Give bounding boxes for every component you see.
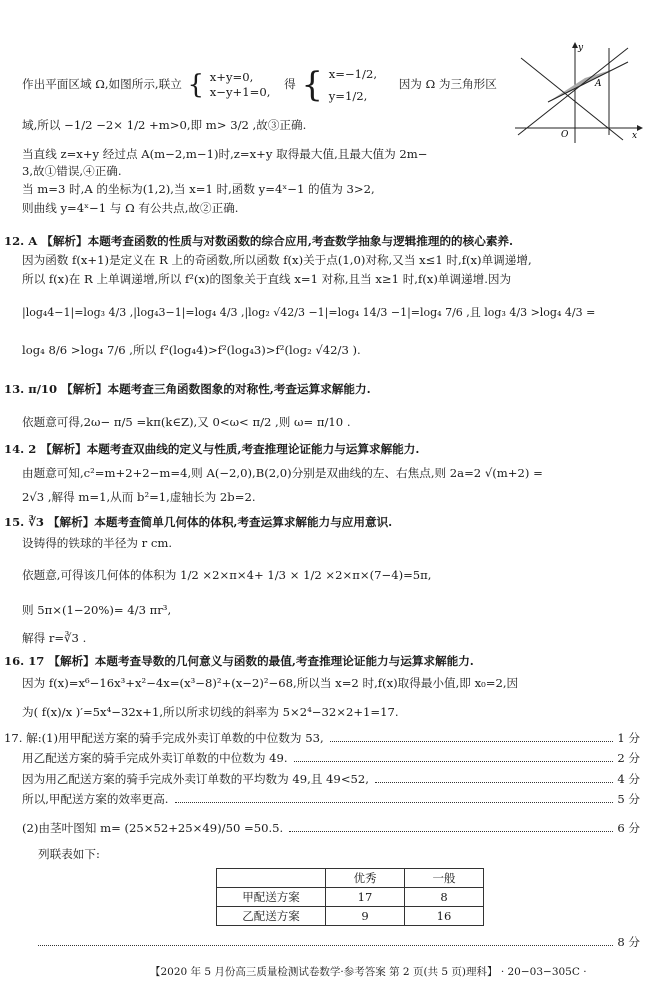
score: 4 分: [617, 772, 640, 786]
q17-row: [22, 750, 640, 766]
system-eq: x+y=0,: [209, 70, 254, 84]
x-axis-arrow-icon: [637, 125, 643, 131]
brace-icon: {: [187, 70, 205, 100]
q12-heading: 12. A 【解析】本题考查函数的性质与对数函数的综合应用,考查数学抽象与逻辑推理的的核心素养.: [4, 234, 514, 248]
row-text: 17. 解:(1)用甲配送方案的骑手完成外卖订单数的中位数为 53,: [4, 731, 324, 745]
x-label: x: [632, 131, 638, 141]
table-cell: 一般: [405, 869, 484, 888]
point-a-label: A: [595, 79, 602, 89]
score: 5 分: [617, 792, 640, 806]
table-cell: 9: [326, 907, 405, 926]
score: 8 分: [617, 935, 640, 949]
text-line: log₄ 8/6 >log₄ 7/6 ,所以 f²(log₄4)>f²(log₄3)>f²(log₂ √42/3 ).: [22, 343, 361, 357]
contingency-table: [216, 868, 484, 926]
system-eq: x=−1/2,: [328, 67, 378, 81]
brace-icon: {: [301, 65, 324, 105]
text-line: 解得 r=∛3 .: [22, 631, 87, 645]
q14-heading: 14. 2 【解析】本题考查双曲线的定义与性质,考查推理论证能力与运算求解能力.: [4, 442, 420, 456]
text-line: 设铸得的铁球的半径为 r cm.: [22, 536, 173, 550]
text-line: 依题意可得,2ω− π/5 =kπ(k∈Z),又 0<ω< π/2 ,则 ω= π/10 .: [22, 415, 351, 429]
dot-leader: [289, 830, 613, 832]
dot-leader: [175, 801, 614, 803]
table-cell: 16: [405, 907, 484, 926]
table-header-row: [217, 869, 484, 888]
dot-leader: [294, 760, 614, 762]
row-text: 因为用乙配送方案的骑手完成外卖订单数的平均数为 49,且 49<52,: [22, 772, 369, 786]
dot-leader: [330, 740, 614, 742]
text-line: 域,所以 −1/2 −2× 1/2 +m>0,即 m> 3/2 ,故③正确.: [22, 118, 307, 132]
table-row: [217, 888, 484, 907]
q17-row: [22, 771, 640, 787]
text-line: 则曲线 y=4ˣ−1 与 Ω 有公共点,故②正确.: [22, 201, 239, 215]
text-line: 由题意可知,c²=m+2+2−m=4,则 A(−2,0),B(2,0)分别是双曲线的左、右焦点,则 2a=2 √(m+2) =: [22, 466, 543, 480]
text-line: 则 5π×(1−20%)= 4/3 πr³,: [22, 603, 172, 617]
q17-row: [4, 730, 640, 746]
dot-leader: [38, 944, 613, 946]
table-cell: 17: [326, 888, 405, 907]
table-cell: 乙配送方案: [217, 907, 326, 926]
score: 6 分: [617, 821, 640, 835]
text-line: 当 m=3 时,A 的坐标为(1,2),当 x=1 时,函数 y=4ˣ−1 的值为 3>2,: [22, 182, 375, 196]
text-line: 为( f(x)/x )′=5x⁴−32x+1,所以所求切线的斜率为 5×2⁴−32×2+1=17.: [22, 705, 399, 719]
table-cell: 优秀: [326, 869, 405, 888]
score: 2 分: [617, 751, 640, 765]
text-line: |log₄4−1|=log₃ 4/3 ,|log₄3−1|=log₄ 4/3 ,|log₂ √42/3 −1|=log₄ 14/3 −1|=log₄ 7/6 ,且 log₃ 4/3 >log₄ 4/3 =: [22, 306, 596, 319]
text-line: 依题意,可得该几何体的体积为 1/2 ×2×π×4+ 1/3 × 1/2 ×2×π×(7−4)=5π,: [22, 568, 432, 582]
q13-heading: 13. π/10 【解析】本题考查三角函数图象的对称性,考查运算求解能力.: [4, 382, 371, 396]
line-text: 因为 Ω 为三角形区: [398, 77, 497, 91]
table-row: [217, 907, 484, 926]
row-text: (2)由茎叶图知 m= (25×52+25×49)/50 =50.5.: [22, 821, 284, 835]
row-text: 所以,甲配送方案的效率更高.: [22, 792, 169, 806]
line-x-minus-y-plus-1: [518, 48, 628, 135]
system-eq: y=1/2,: [328, 89, 368, 103]
page-footer: 【2020 年 5 月份高三质量检测试卷数学·参考答案 第 2 页(共 5 页)理科】 · 20−03−305C ·: [150, 966, 587, 978]
dot-leader: [375, 781, 613, 783]
line-text: 作出平面区域 Ω,如图所示,联立: [22, 77, 182, 91]
q17-row: [22, 791, 640, 807]
text-line: 所以 f(x)在 R 上单调递增,所以 f²(x)的图象关于直线 x=1 对称,且当 x≥1 时,f(x)单调递增.因为: [22, 272, 512, 286]
q15-heading: 15. ∛3 【解析】本题考查简单几何体的体积,考查运算求解能力与应用意识.: [4, 515, 393, 529]
line-boundary: [548, 62, 628, 102]
table-cell: 8: [405, 888, 484, 907]
system-eq: x−y+1=0,: [209, 85, 271, 99]
y-label: y: [578, 43, 584, 53]
q17-row: [22, 820, 640, 836]
text-line: 3,故①错误,④正确.: [22, 164, 122, 178]
text-line: 列联表如下:: [38, 847, 100, 861]
line-text: 得: [284, 77, 296, 91]
q17-row: [38, 934, 640, 950]
q16-heading: 16. 17 【解析】本题考查导数的几何意义与函数的最值,考查推理论证能力与运算求解能力.: [4, 654, 474, 668]
origin-label: O: [561, 130, 569, 140]
text-line: [22, 63, 497, 107]
text-line: 因为函数 f(x+1)是定义在 R 上的奇函数,所以函数 f(x)关于点(1,0)对称,又当 x≤1 时,f(x)单调递增,: [22, 253, 532, 267]
text-line: 2√3 ,解得 m=1,从而 b²=1,虚轴长为 2b=2.: [22, 490, 256, 504]
row-text: 用乙配送方案的骑手完成外卖订单数的中位数为 49.: [22, 751, 288, 765]
score: 1 分: [617, 731, 640, 745]
text-line: 当直线 z=x+y 经过点 A(m−2,m−1)时,z=x+y 取得最大值,且最大值为 2m−: [22, 147, 428, 161]
table-cell: [217, 869, 326, 888]
table-cell: 甲配送方案: [217, 888, 326, 907]
region-figure: [513, 40, 648, 145]
text-line: 因为 f(x)=x⁶−16x³+x²−4x=(x³−8)²+(x−2)²−68,所以当 x=2 时,f(x)取得最小值,即 x₀=2,因: [22, 676, 519, 690]
